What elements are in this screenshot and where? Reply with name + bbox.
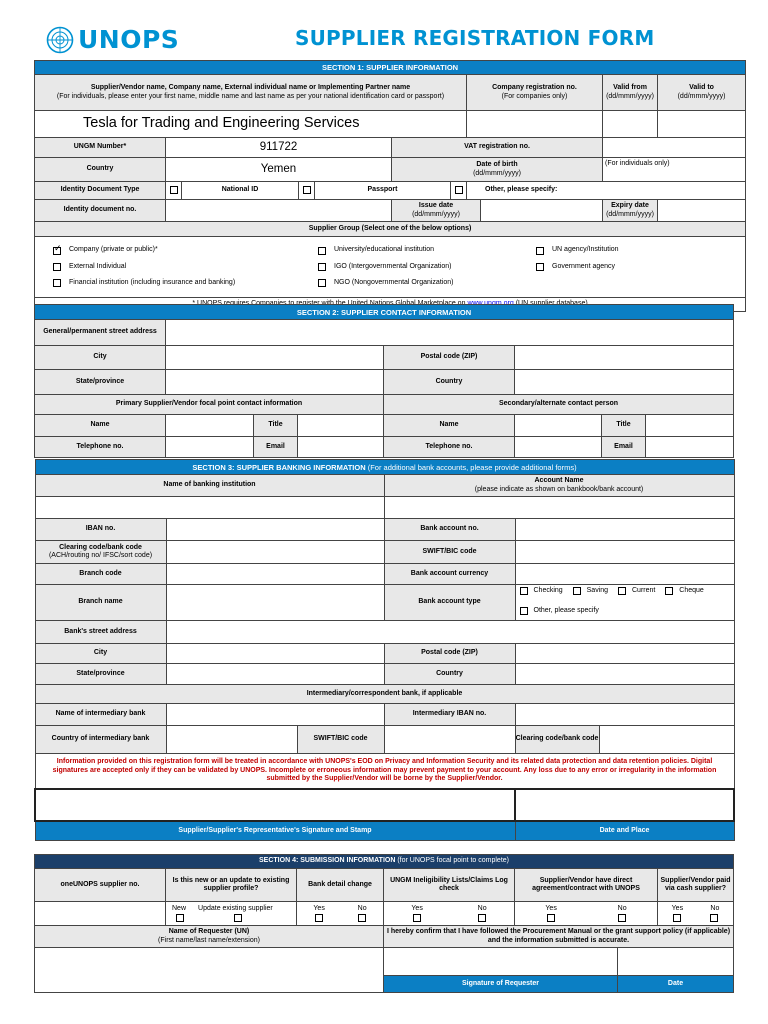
valid-from-field[interactable] (603, 111, 658, 138)
checkbox-icon[interactable] (665, 587, 673, 595)
dob-field[interactable]: (For individuals only) (603, 158, 746, 182)
account-name-header: Account Name (please indicate as shown on bankbook/bank account) (384, 475, 734, 497)
checkbox-icon[interactable] (53, 263, 61, 271)
id-passport-checkbox-cell[interactable] (299, 182, 315, 200)
primary-name-field[interactable] (166, 415, 254, 437)
ungm-check-options: Yes No (384, 902, 515, 926)
country2-field[interactable] (515, 370, 734, 395)
type-other-option[interactable]: Other, please specify (520, 607, 599, 615)
section4-table (34, 854, 734, 993)
expiry-date-label: Expiry date (dd/mmm/yyyy) (603, 200, 658, 222)
country-label: Country (35, 158, 166, 182)
direct-yes-checkbox-icon[interactable] (547, 914, 555, 922)
new-update-options: New Update existing supplier (166, 902, 297, 926)
bank-state-label: State/province (35, 664, 166, 685)
bank-country-field[interactable] (515, 664, 734, 685)
section2-header: SECTION 2: SUPPLIER CONTACT INFORMATION (35, 305, 734, 320)
inter-name-label: Name of intermediary bank (35, 704, 166, 726)
bank-state-field[interactable] (166, 664, 384, 685)
branch-code-label: Branch code (35, 564, 166, 585)
section3-table (34, 459, 735, 841)
direct-no-checkbox-icon[interactable] (618, 914, 626, 922)
requester-field[interactable] (35, 948, 384, 993)
swift-label: SWIFT/BIC code (384, 541, 515, 564)
inter-swift-label: SWIFT/BIC code (297, 726, 384, 754)
checkbox-icon[interactable] (618, 587, 626, 595)
ungm-label: UNGM Number* (35, 138, 166, 158)
address-label: General/permanent street address (35, 320, 166, 346)
checkbox-icon[interactable] (520, 607, 528, 615)
id-type-label: Identity Document Type (35, 182, 166, 200)
checkbox-icon[interactable] (303, 186, 311, 194)
clearing-label: Clearing code/bank code (ACH/routing no/ IFSC/sort code) (35, 541, 166, 564)
secondary-title-label: Title (602, 415, 646, 437)
bank-change-label: Bank detail change (297, 869, 384, 902)
section3-header: SECTION 3: SUPPLIER BANKING INFORMATION (For additional bank accounts, please provide additional forms) (35, 460, 734, 475)
primary-email-label: Email (254, 437, 298, 458)
confirm-header: I hereby confirm that I have followed the Procurement Manual or the grant support policy (if applicable) and the information submitted is accurate. (384, 926, 734, 948)
swift-field[interactable] (515, 541, 734, 564)
company-reg-field[interactable] (467, 111, 603, 138)
country2-label: Country (384, 370, 515, 395)
primary-contact-header: Primary Supplier/Vendor focal point contact information (35, 395, 384, 415)
id-other-label: Other, please specify: (467, 182, 746, 200)
inter-name-field[interactable] (166, 704, 384, 726)
bank-street-field[interactable] (166, 621, 734, 644)
inter-iban-field[interactable] (515, 704, 734, 726)
un-emblem-icon (46, 26, 74, 54)
checkbox-icon[interactable] (536, 263, 544, 271)
bank-city-field[interactable] (166, 644, 384, 664)
group-government-option[interactable]: Government agency (536, 263, 746, 271)
inter-clearing-label: Clearing code/bank code (516, 726, 600, 753)
primary-name-label: Name (35, 415, 166, 437)
checkbox-icon[interactable] (318, 263, 326, 271)
inter-swift-field[interactable] (384, 726, 515, 754)
branch-name-field[interactable] (166, 585, 384, 621)
checkbox-icon[interactable] (455, 186, 463, 194)
checkbox-icon[interactable] (536, 247, 544, 255)
group-external-option[interactable]: External Individual (53, 263, 318, 271)
bank-postal-field[interactable] (515, 644, 734, 664)
primary-title-label: Title (254, 415, 298, 437)
dob-label: Date of birth (dd/mmm/yyyy) (392, 158, 603, 182)
supplier-group-header: Supplier Group (Select one of the below options) (35, 222, 746, 237)
date-place-field[interactable] (515, 789, 734, 821)
checkbox-icon[interactable] (318, 279, 326, 287)
inter-clearing-field[interactable] (600, 726, 734, 753)
account-type-label: Bank account type (384, 585, 515, 621)
direct-agreement-options: Yes No (515, 902, 658, 926)
secondary-email-label: Email (602, 437, 646, 458)
ungm-yes-checkbox-icon[interactable] (413, 914, 421, 922)
city-label: City (35, 346, 166, 370)
cash-label: Supplier/Vendor paid via cash supplier? (658, 869, 734, 902)
type-current-option[interactable]: Current (618, 587, 655, 595)
checkbox-icon[interactable] (53, 279, 61, 287)
bank-change-options: Yes No (297, 902, 384, 926)
inter-iban-label: Intermediary IBAN no. (384, 704, 515, 726)
bank-name-header: Name of banking institution (35, 475, 384, 497)
primary-phone-label: Telephone no. (35, 437, 166, 458)
group-university-option[interactable]: University/educational institution (318, 246, 536, 254)
section1-table (34, 60, 746, 312)
bank-postal-label: Postal code (ZIP) (384, 644, 515, 664)
valid-to-header: Valid to (dd/mmm/yyyy) (658, 75, 746, 111)
issue-date-label: Issue date (dd/mmm/yyyy) (392, 200, 481, 222)
inter-country-label: Country of intermediary bank (35, 726, 166, 754)
expiry-date-field[interactable] (658, 200, 746, 222)
secondary-phone-field[interactable] (515, 437, 602, 458)
requester-date-field[interactable] (618, 948, 734, 976)
group-financial-option[interactable]: Financial institution (including insurance and banking) (53, 279, 318, 287)
city-field[interactable] (166, 346, 384, 370)
id-other-checkbox-cell[interactable] (451, 182, 467, 200)
checkbox-icon[interactable] (318, 247, 326, 255)
iban-label: IBAN no. (35, 519, 166, 541)
clearing-field[interactable] (166, 541, 384, 564)
primary-title-field[interactable] (298, 415, 384, 437)
postal-field[interactable] (515, 346, 734, 370)
group-un-agency-option[interactable]: UN agency/Institution (536, 246, 746, 254)
bank-name-field[interactable] (35, 497, 384, 519)
secondary-name-field[interactable] (515, 415, 602, 437)
currency-field[interactable] (515, 564, 734, 585)
bank-change-yes-checkbox-icon[interactable] (315, 914, 323, 922)
supplier-name-header: Supplier/Vendor name, Company name, External individual name or Implementing Partner name (For individuals, please enter your first name, middle name and last name as per your national identification card or passport) (35, 75, 467, 111)
type-saving-option[interactable]: Saving (573, 587, 608, 595)
primary-email-field[interactable] (298, 437, 384, 458)
group-igo-option[interactable]: IGO (Intergovernmental Organization) (318, 263, 536, 271)
currency-label: Bank account currency (384, 564, 515, 585)
address-field[interactable] (166, 320, 734, 346)
section4-header: SECTION 4: SUBMISSION INFORMATION (for UNOPS focal point to complete) (35, 855, 734, 869)
secondary-email-field[interactable] (646, 437, 734, 458)
disclaimer-text: Information provided on this registration form will be treated in accordance with UNOPS's EOD on Privacy and Information Security and its related data protection and data retention policies. Digital signatures are accepted only if they can be validated by UNOPS. Incomplete or erroneous information may prevent payment to your account. Any loss due to any error or irregularity in the information submitted by the Supplier/Vendor will be borne by the Supplier/Vendor. (35, 754, 734, 789)
unops-logo (46, 25, 179, 54)
ungm-no-checkbox-icon[interactable] (478, 914, 486, 922)
secondary-phone-label: Telephone no. (384, 437, 515, 458)
form-title: SUPPLIER REGISTRATION FORM (295, 26, 655, 50)
section1-header: SECTION 1: SUPPLIER INFORMATION (35, 61, 746, 75)
postal-label: Postal code (ZIP) (384, 346, 515, 370)
branch-code-field[interactable] (166, 564, 384, 585)
requester-header: Name of Requester (UN) (First name/last name/extension) (35, 926, 384, 948)
new-checkbox-icon[interactable] (176, 914, 184, 922)
id-national-label: National ID (182, 182, 299, 200)
account-no-label: Bank account no. (384, 519, 515, 541)
direct-agreement-label: Supplier/Vendor have direct agreement/contract with UNOPS (515, 869, 658, 902)
country-field[interactable]: Yemen (166, 158, 392, 182)
company-reg-header: Company registration no. (For companies only) (467, 75, 603, 111)
brand-name: UNOPS (78, 25, 180, 54)
checkbox-icon[interactable] (170, 186, 178, 194)
intermediary-header: Intermediary/correspondent bank, if applicable (35, 685, 734, 704)
cash-no-checkbox-icon[interactable] (710, 914, 718, 922)
type-checking-option[interactable]: Checking (520, 587, 563, 595)
oneunops-label: oneUNOPS supplier no. (35, 869, 166, 902)
vat-label: VAT registration no. (392, 138, 603, 158)
checkbox-icon[interactable] (573, 587, 581, 595)
branch-name-label: Branch name (35, 585, 166, 621)
cash-yes-checkbox-icon[interactable] (673, 914, 681, 922)
issue-date-field[interactable] (481, 200, 603, 222)
signature-label: Supplier/Supplier's Representative's Signature and Stamp (35, 821, 515, 841)
update-checkbox-icon[interactable] (234, 914, 242, 922)
state-label: State/province (35, 370, 166, 395)
account-name-field[interactable] (384, 497, 734, 519)
group-ngo-option[interactable]: NGO (Nongovernmental Organization) (318, 279, 536, 287)
iban-field[interactable] (166, 519, 384, 541)
bank-country-label: Country (384, 664, 515, 685)
account-no-field[interactable] (515, 519, 734, 541)
group-company-option[interactable]: ✓ Company (private or public)* (53, 246, 318, 254)
secondary-contact-header: Secondary/alternate contact person (384, 395, 734, 415)
bank-change-no-checkbox-icon[interactable] (358, 914, 366, 922)
account-type-options (515, 585, 734, 621)
valid-from-header: Valid from (dd/mmm/yyyy) (603, 75, 658, 111)
inter-clearing-cell (515, 726, 734, 754)
state-field[interactable] (166, 370, 384, 395)
secondary-name-label: Name (384, 415, 515, 437)
supplier-group-options (35, 237, 746, 298)
section2-table (34, 304, 734, 458)
id-national-checkbox-cell[interactable] (166, 182, 182, 200)
oneunops-field[interactable] (35, 902, 166, 926)
requester-signature-field[interactable] (384, 948, 618, 976)
vat-field[interactable] (603, 138, 746, 158)
date-place-label: Date and Place (515, 821, 734, 841)
bank-city-label: City (35, 644, 166, 664)
type-cheque-option[interactable]: Cheque (665, 587, 704, 595)
ungm-field[interactable]: 911722 (166, 138, 392, 158)
requester-date-label: Date (618, 976, 734, 993)
id-no-field[interactable] (166, 200, 392, 222)
checkbox-icon[interactable] (520, 587, 528, 595)
supplier-name-field[interactable]: Tesla for Trading and Engineering Services (35, 111, 467, 138)
secondary-title-field[interactable] (646, 415, 734, 437)
new-update-label: Is this new or an update to existing supplier profile? (166, 869, 297, 902)
id-passport-label: Passport (315, 182, 451, 200)
valid-to-field[interactable] (658, 111, 746, 138)
requester-signature-label: Signature of Requester (384, 976, 618, 993)
inter-country-field[interactable] (166, 726, 297, 754)
id-no-label: Identity document no. (35, 200, 166, 222)
signature-field[interactable] (35, 789, 515, 821)
primary-phone-field[interactable] (166, 437, 254, 458)
cash-options: Yes No (658, 902, 734, 926)
ungm-check-label: UNGM Ineligibility Lists/Claims Log check (384, 869, 515, 902)
checked-checkbox-icon[interactable] (53, 247, 61, 255)
bank-street-label: Bank's street address (35, 621, 166, 644)
